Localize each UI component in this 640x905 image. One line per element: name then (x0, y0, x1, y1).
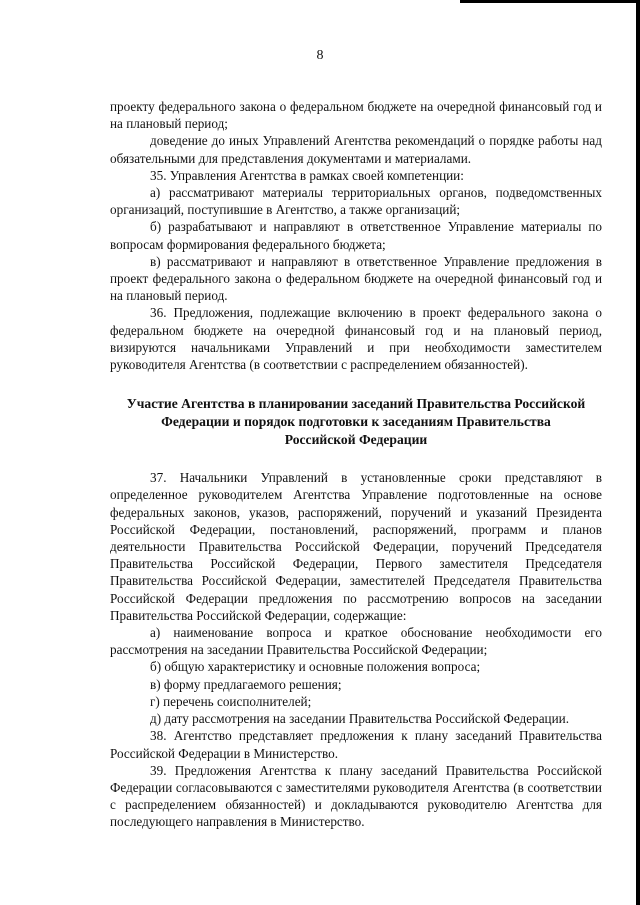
document-body (110, 98, 602, 831)
page-number: 8 (316, 48, 324, 63)
paragraph: а) наименование вопроса и краткое обоснование необходимости его рассмотрения на заседании Правительства Российской Федерации; (110, 625, 602, 658)
paragraph: б) общую характеристику и основные положения вопроса; (150, 659, 481, 675)
paragraph: 38. Агентство представляет предложения к плану заседаний Правительства Российской Федерации в Министерство. (110, 728, 602, 761)
paragraph: г) перечень соисполнителей; (150, 693, 312, 709)
paragraph: 36. Предложения, подлежащие включению в проект федерального закона о федеральном бюджете на очередной финансовый год и на плановый период, визируются начальниками Управлений и при необходимости заместителем руководителя Агентства (в соответствии с распределением обязанностей). (110, 305, 602, 373)
paragraphs-before-section (110, 98, 602, 373)
scan-edge-right (636, 0, 640, 905)
paragraph: доведение до иных Управлений Агентства рекомендаций о порядке работы над обязательными для представления документами и материалами. (110, 133, 602, 166)
section-heading-line: Федерации и порядок подготовки к заседаниям Правительства (161, 414, 551, 430)
scan-edge-top (460, 0, 640, 3)
paragraph: 39. Предложения Агентства к плану заседаний Правительства Российской Федерации согласовываются с заместителями руководителя Агентства (в соответствии с распределением обязанностей) и докладываются руководителю Агентства для последующего направления в Министерство. (110, 762, 602, 830)
paragraph: б) разрабатывают и направляют в ответственное Управление материалы по вопросам формирования федерального бюджета; (110, 219, 602, 252)
paragraph: в) форму предлагаемого решения; (150, 676, 342, 692)
paragraph: а) рассматривают материалы территориальных органов, подведомственных организаций, поступившие в Агентство, а также организаций; (110, 185, 602, 218)
section-heading (110, 395, 602, 449)
section-heading-line: Участие Агентства в планировании заседаний Правительства Российской (126, 396, 586, 412)
paragraphs-after-section (110, 469, 602, 830)
paragraph: 37. Начальники Управлений в установленные сроки представляют в определенное руководителем Агентства Управление подготовленные на основе федеральных законов, указов, распоряжений, поручений и указаний Президента Российской Федерации, постановлений, распоряжений, программ и планов деятельности Правительства Российской Федерации, поручений Председателя Правительства Российской Федерации, Первого заместителя Председателя Правительства Российской Федерации, заместителей Председателя Правительства Российской Федерации предложения по рассмотрению вопросов на заседании Правительства Российской Федерации, содержащие: (110, 470, 602, 623)
paragraph: проекту федерального закона о федеральном бюджете на очередной финансовый год и на плановый период; (110, 99, 602, 132)
section-heading-line: Российской Федерации (284, 432, 428, 448)
paragraph: 35. Управления Агентства в рамках своей компетенции: (150, 167, 464, 183)
paragraph: д) дату рассмотрения на заседании Правительства Российской Федерации. (150, 711, 570, 727)
paragraph: в) рассматривают и направляют в ответственное Управление предложения в проект федерального закона о федеральном бюджете на очередной финансовый год и на плановый период. (110, 253, 602, 304)
